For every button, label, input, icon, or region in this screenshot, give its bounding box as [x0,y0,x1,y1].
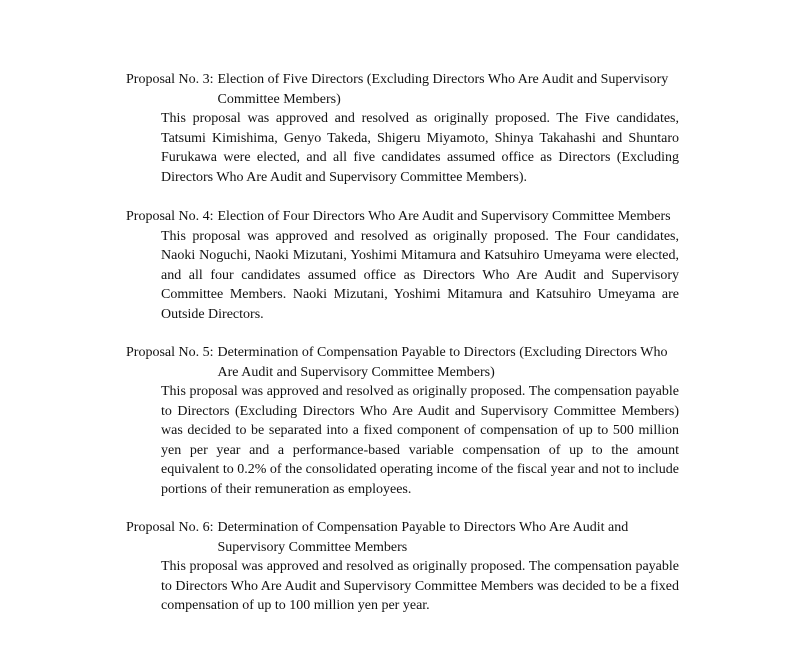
proposal-heading [126,207,686,227]
proposal-title: Election of Four Directors Who Are Audit and Supervisory Committee Members [217,209,671,224]
proposal-heading [126,518,686,557]
proposal-title: Determination of Compensation Payable to Directors (Excluding Directors Who Are Audit and Supervisory Committee Members) [217,345,668,380]
proposal-title: Determination of Compensation Payable to Directors Who Are Audit and Supervisory Committee Members [217,520,629,555]
proposal-body: This proposal was approved and resolved as originally proposed. The compensation payable to Directors (Excluding Directors Who Are Audit and Supervisory Committee Members) was decided to be separated into a fixed component of compensation of up to 500 million yen per year and a performance-based variable compensation of up to the amount equivalent to 0.2% of the consolidated operating income of the fiscal year and not to include portions of their remuneration as employees. [161,384,679,497]
proposal-heading [126,343,686,382]
proposal-number: Proposal No. 3: [126,72,214,87]
proposal-heading [126,70,686,109]
proposal-number: Proposal No. 4: [126,209,214,224]
proposal-body: This proposal was approved and resolved as originally proposed. The Five candidates, Tatsumi Kimishima, Genyo Takeda, Shigeru Miyamoto, Shinya Takahashi and Shuntaro Furukawa were elected, and all five candidates assumed office as Directors (Excluding Directors Who Are Audit and Supervisory Committee Members). [161,111,679,185]
proposal-4 [126,207,686,324]
proposal-body: This proposal was approved and resolved as originally proposed. The Four candidates, Naoki Noguchi, Naoki Mizutani, Yoshimi Mitamura and Katsuhiro Umeyama were elected, and all four candidates assumed office as Directors Who Are Audit and Supervisory Committee Members. Naoki Mizutani, Yoshimi Mitamura and Katsuhiro Umeyama are Outside Directors. [161,228,679,322]
proposal-3 [126,70,686,187]
proposal-body: This proposal was approved and resolved as originally proposed. The compensation payable to Directors Who Are Audit and Supervisory Committee Members was decided to be a fixed compensation of up to 100 million yen per year. [161,559,679,613]
proposal-6 [126,518,686,616]
proposal-number: Proposal No. 6: [126,520,214,535]
proposal-5 [126,343,686,499]
proposal-title: Election of Five Directors (Excluding Directors Who Are Audit and Supervisory Committee Members) [217,72,669,107]
proposal-number: Proposal No. 5: [126,345,214,360]
